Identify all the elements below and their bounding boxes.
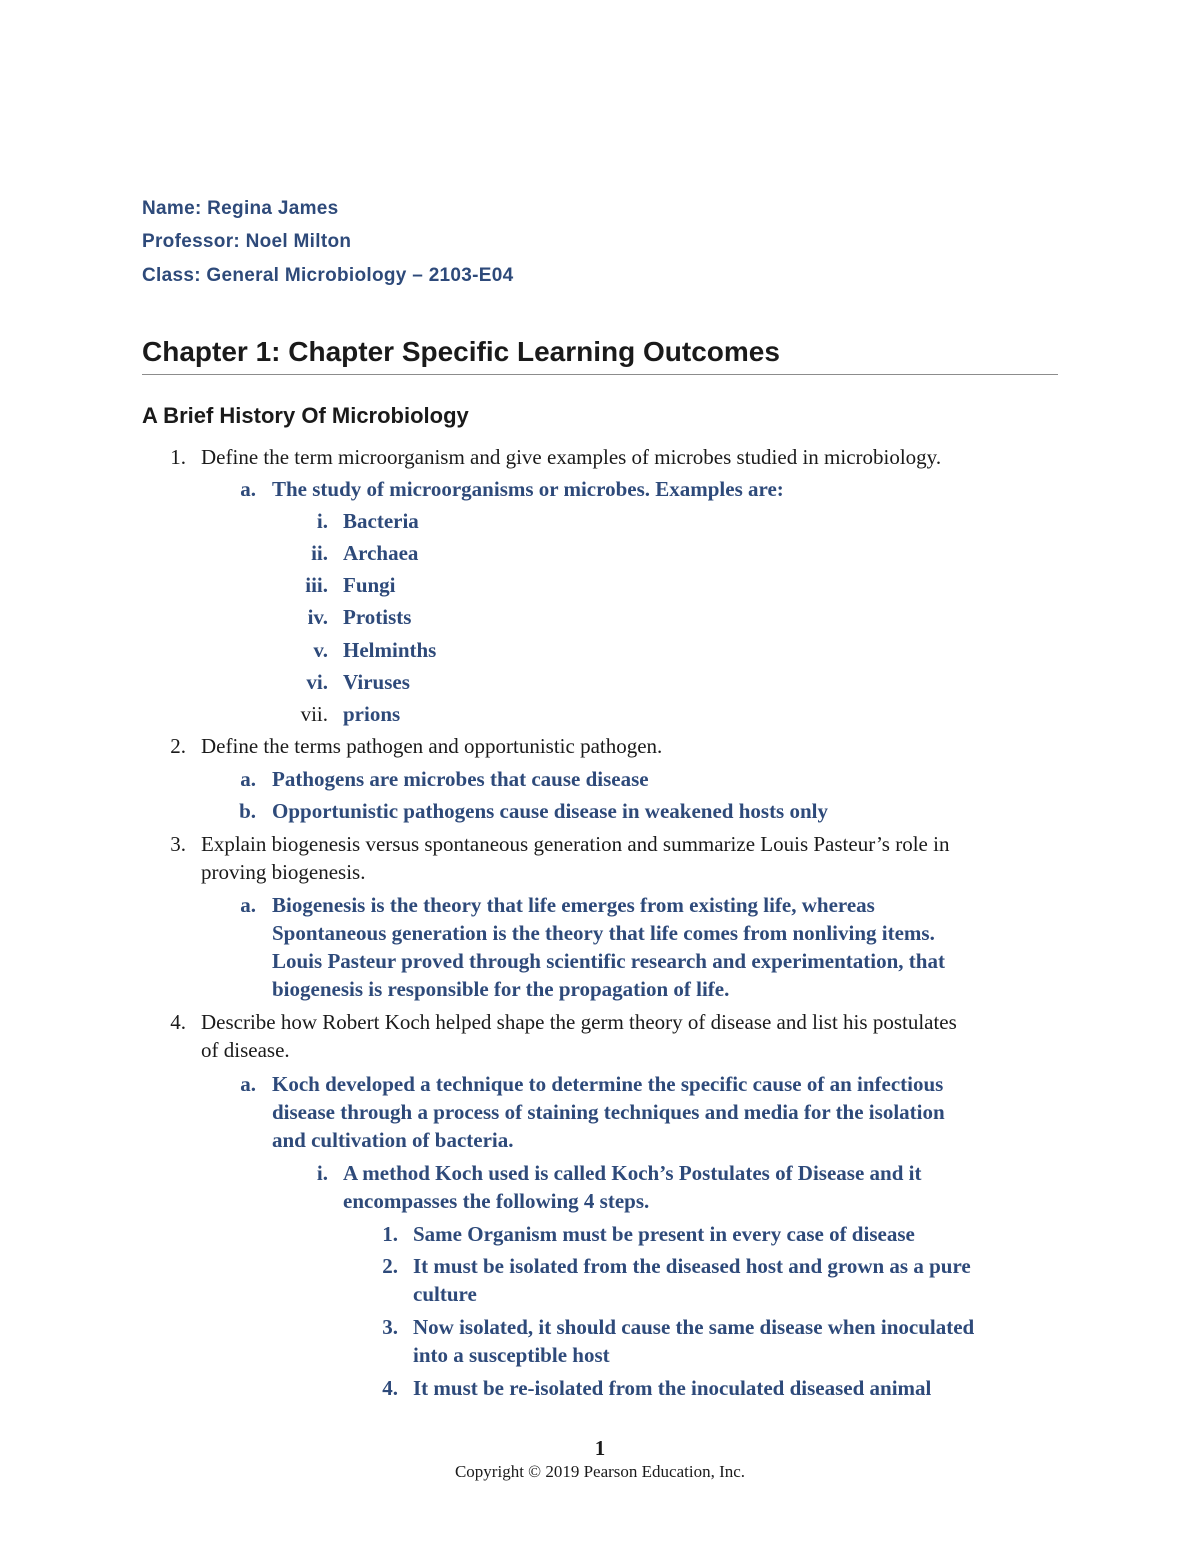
answer-text: and cultivation of bacteria. [272, 1128, 514, 1152]
professor-name: Professor: Noel Milton [142, 231, 352, 252]
list-marker: v. [313, 638, 328, 662]
answer-text: Spontaneous generation is the theory that life comes from nonliving items. [272, 921, 935, 945]
question-text: Describe how Robert Koch helped shape the germ theory of disease and list his postulates [201, 1010, 957, 1034]
step-text: Same Organism must be present in every case of disease [413, 1222, 915, 1246]
list-marker: iii. [305, 573, 328, 597]
answer-text: Opportunistic pathogens cause disease in weakened hosts only [272, 799, 828, 823]
step-text: It must be re-isolated from the inoculated diseased animal [413, 1376, 932, 1400]
step-text: culture [413, 1282, 477, 1306]
list-marker: i. [316, 1161, 328, 1185]
list-item: Fungi [343, 573, 396, 597]
list-marker: 4. [170, 1010, 186, 1034]
list-marker: 3. [382, 1315, 398, 1339]
chapter-title: Chapter 1: Chapter Specific Learning Outcomes [142, 336, 780, 367]
list-marker: 1. [170, 445, 186, 469]
list-marker: b. [239, 799, 256, 823]
list-item: Archaea [343, 541, 419, 565]
page-number: 1 [594, 1436, 606, 1460]
list-item: Protists [343, 605, 412, 629]
list-marker: vi. [306, 670, 328, 694]
step-text: It must be isolated from the diseased host and grown as a pure [413, 1254, 971, 1278]
list-item: Helminths [343, 638, 437, 662]
answer-text: A method Koch used is called Koch’s Postulates of Disease and it [343, 1161, 922, 1185]
answer-text: disease through a process of staining techniques and media for the isolation [272, 1100, 945, 1124]
answer-text: Pathogens are microbes that cause disease [272, 767, 649, 791]
list-marker: 4. [382, 1376, 398, 1400]
question-text: proving biogenesis. [201, 860, 366, 884]
list-marker: 2. [170, 734, 186, 758]
question-text: Define the term microorganism and give examples of microbes studied in microbiology. [201, 445, 942, 469]
list-marker: 1. [382, 1222, 398, 1246]
student-name: Name: Regina James [142, 198, 339, 219]
step-text: Now isolated, it should cause the same disease when inoculated [413, 1315, 975, 1339]
list-marker: i. [316, 509, 328, 533]
list-marker: a. [240, 477, 256, 501]
section-title: A Brief History Of Microbiology [142, 403, 469, 428]
list-marker: ii. [311, 541, 328, 565]
list-marker: a. [240, 1072, 256, 1096]
class-name: Class: General Microbiology – 2103-E04 [142, 265, 514, 286]
answer-text: encompasses the following 4 steps. [343, 1189, 650, 1213]
list-item: prions [343, 702, 401, 726]
list-marker: 3. [170, 832, 186, 856]
step-text: into a susceptible host [413, 1343, 610, 1367]
list-item: Viruses [343, 670, 410, 694]
title-divider [142, 374, 1058, 375]
question-text: Define the terms pathogen and opportunistic pathogen. [201, 734, 663, 758]
copyright-notice: Copyright © 2019 Pearson Education, Inc. [454, 1462, 746, 1481]
list-marker: iv. [307, 605, 328, 629]
question-text: of disease. [201, 1038, 290, 1062]
answer-text: Louis Pasteur proved through scientific research and experimentation, that [272, 949, 945, 973]
list-item: Bacteria [343, 509, 419, 533]
list-marker: 2. [382, 1254, 398, 1278]
answer-text: The study of microorganisms or microbes. Examples are: [272, 477, 784, 501]
list-marker: a. [240, 893, 256, 917]
answer-text: Koch developed a technique to determine the specific cause of an infectious [272, 1072, 944, 1096]
list-marker: vii. [300, 702, 328, 726]
answer-text: biogenesis is responsible for the propagation of life. [272, 977, 730, 1001]
answer-text: Biogenesis is the theory that life emerges from existing life, whereas [272, 893, 875, 917]
question-text: Explain biogenesis versus spontaneous generation and summarize Louis Pasteur’s role in [201, 832, 950, 856]
list-marker: a. [240, 767, 256, 791]
